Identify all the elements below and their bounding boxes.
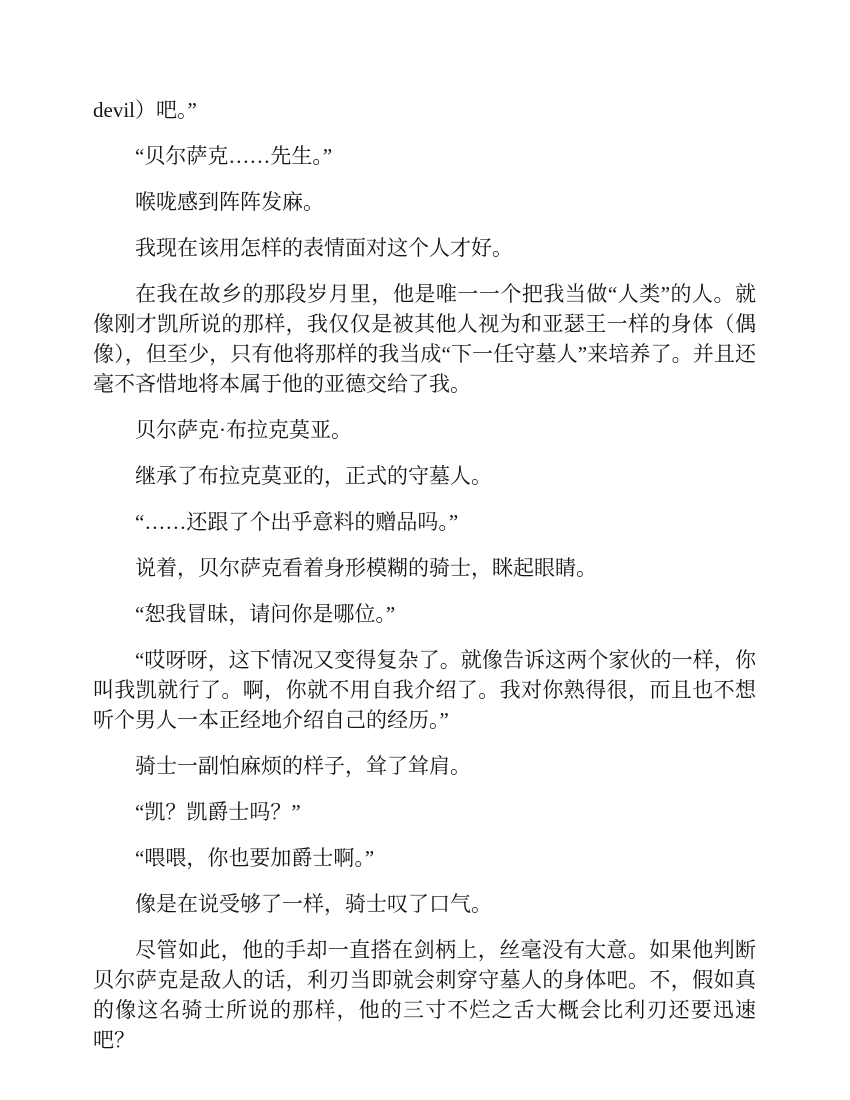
paragraph: “贝尔萨克……先生。” [135, 144, 333, 168]
paragraph: 喉咙感到阵阵发麻。 [135, 190, 324, 214]
paragraph: 在我在故乡的那段岁月里，他是唯一一个把我当做“人类”的人。就像刚才凯所说的那样，我仅仅是被其他人视为和亚瑟王一样的身体（偶像），但至少，只有他将那样的我当成“下一任守墓人”来培养了。并且还毫不吝惜地将本属于他的亚德交给了我。 [93, 282, 756, 396]
paragraph: devil）吧。” [93, 98, 197, 122]
paragraph: 像是在说受够了一样，骑士叹了口气。 [135, 892, 492, 916]
paragraph: 我现在该用怎样的表情面对这个人才好。 [135, 236, 513, 260]
paragraph: 贝尔萨克·布拉克莫亚。 [135, 418, 352, 442]
paragraph: “……还跟了个出乎意料的赠品吗。” [135, 510, 459, 534]
paragraph: 继承了布拉克莫亚的，正式的守墓人。 [135, 464, 492, 488]
paragraph: “凯？凯爵士吗？” [135, 800, 301, 824]
paragraph: “恕我冒昧，请问你是哪位。” [135, 602, 396, 626]
paragraph: 尽管如此，他的手却一直搭在剑柄上，丝毫没有大意。如果他判断贝尔萨克是敌人的话，利刃当即就会刺穿守墓人的身体吧。不，假如真的像这名骑士所说的那样，他的三寸不烂之舌大概会比利刃还要迅速吧？ [93, 938, 756, 1052]
paragraph: 说着，贝尔萨克看着身形模糊的骑士，眯起眼睛。 [135, 556, 597, 580]
paragraph: “喂喂，你也要加爵士啊。” [135, 846, 375, 870]
paragraph: 骑士一副怕麻烦的样子，耸了耸肩。 [135, 754, 471, 778]
paragraph: “哎呀呀，这下情况又变得复杂了。就像告诉这两个家伙的一样，你叫我凯就行了。啊，你就不用自我介绍了。我对你熟得很，而且也不想听个男人一本正经地介绍自己的经历。” [93, 648, 756, 732]
